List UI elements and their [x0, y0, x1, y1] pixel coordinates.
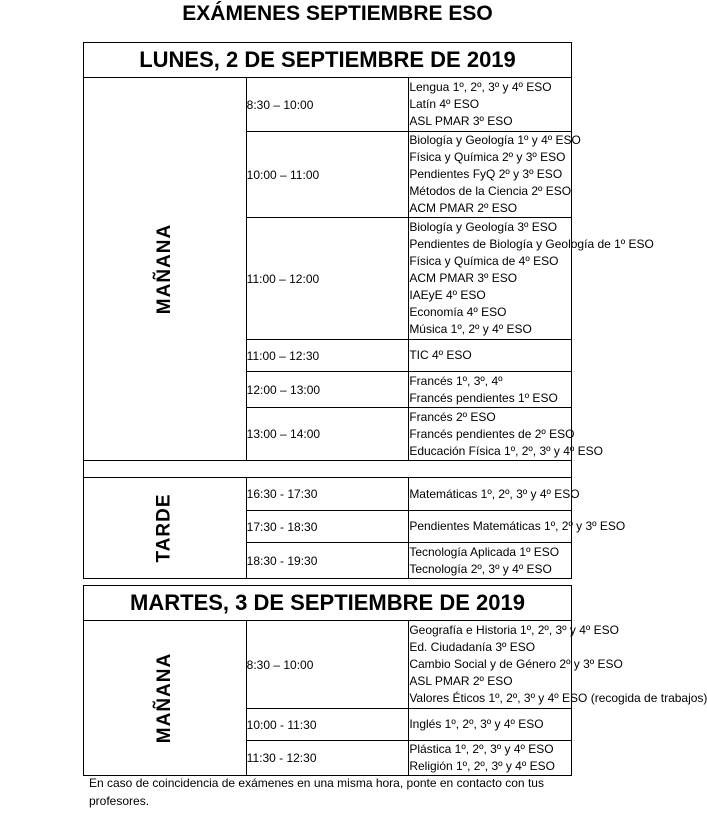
- subject-item: Música 1º, 2º y 4º ESO: [409, 322, 532, 336]
- subject-item: TIC 4º ESO: [409, 348, 472, 362]
- period-label-morning: MAÑANA: [84, 621, 247, 776]
- subject-item: Plástica 1º, 2º, 3º y 4º ESO: [409, 742, 554, 756]
- subject-item: Lengua 1º, 2º, 3º y 4º ESO: [409, 80, 552, 94]
- subject-list: [409, 543, 572, 579]
- time-slot: 12:00 – 13:00: [246, 372, 409, 408]
- table-row: [84, 78, 572, 132]
- time-slot: 16:30 - 17:30: [246, 478, 409, 511]
- subject-item: Cambio Social y de Género 2º y 3º ESO: [409, 657, 623, 671]
- subject-item: Francés 1º, 3º, 4º: [409, 373, 503, 388]
- time-slot: 11:00 – 12:30: [246, 340, 409, 372]
- period-label-morning: MAÑANA: [84, 78, 247, 461]
- day-heading-row: [84, 43, 572, 78]
- time-slot: 10:00 – 11:00: [246, 132, 409, 218]
- subject-list: [409, 709, 572, 741]
- subject-item: ASL PMAR 2º ESO: [409, 674, 513, 688]
- subject-item: Pendientes Matemáticas 1º, 2º y 3º ESO: [409, 519, 626, 533]
- subject-item: IAEyE 4º ESO: [409, 288, 486, 302]
- day-heading: MARTES, 3 DE SEPTIEMBRE DE 2019: [84, 586, 572, 621]
- subject-item: Biología y Geología 3º ESO: [409, 220, 558, 234]
- subject-list: [409, 78, 572, 132]
- day-heading: LUNES, 2 DE SEPTIEMBRE DE 2019: [84, 43, 572, 78]
- subject-item: ACM PMAR 2º ESO: [409, 201, 518, 215]
- subject-item: Tecnología Aplicada 1º ESO: [409, 544, 560, 559]
- time-slot: 13:00 – 14:00: [246, 408, 409, 461]
- spacer-cell: [84, 461, 572, 478]
- subject-item: Latín 4º ESO: [409, 97, 480, 111]
- subject-item: Ed. Ciudadanía 3º ESO: [409, 640, 536, 654]
- subject-item: Métodos de la Ciencia 2º ESO: [409, 184, 572, 198]
- subject-item: Geografía e Historia 1º, 2º, 3º y 4º ESO: [409, 623, 619, 637]
- subject-item: Biología y Geología 1º y 4º ESO: [409, 133, 581, 147]
- footnote: En caso de coincidencia de exámenes en una misma hora, ponte en contacto con tus profesores.: [89, 776, 544, 808]
- table-row: [84, 621, 572, 709]
- subject-list: [409, 218, 654, 340]
- subject-item: Matemáticas 1º, 2º, 3º y 4º ESO: [409, 486, 580, 501]
- time-slot: 10:00 - 11:30: [246, 709, 409, 741]
- subject-list: [409, 132, 581, 218]
- subject-item: Física y Química de 4º ESO: [409, 254, 559, 268]
- subject-list: [409, 478, 580, 511]
- time-slot: 8:30 – 10:00: [246, 78, 409, 132]
- subject-list: [409, 511, 626, 543]
- subject-item: Pendientes de Biología y Geología de 1º ESO: [409, 237, 654, 251]
- schedule-table-monday: [83, 42, 654, 579]
- subject-item: Francés 2º ESO: [409, 409, 496, 424]
- spacer-row: [84, 461, 572, 478]
- subject-item: Valores Éticos 1º, 2º, 3º y 4º ESO (recogida de trabajos): [409, 691, 707, 705]
- subject-item: Economía 4º ESO: [409, 305, 507, 319]
- subject-item: Francés pendientes 1º ESO: [409, 390, 558, 405]
- time-slot: 17:30 - 18:30: [246, 511, 409, 543]
- day-heading-row: [84, 586, 572, 621]
- period-label-afternoon: TARDE: [84, 478, 247, 579]
- subject-item: Educación Física 1º, 2º, 3º y 4º ESO: [409, 443, 603, 458]
- subject-item: Francés pendientes de 2º ESO: [409, 426, 575, 441]
- subject-item: Pendientes FyQ 2º y 3º ESO: [409, 167, 563, 181]
- subject-list: [409, 340, 572, 372]
- time-slot: 11:30 - 12:30: [246, 741, 409, 776]
- schedule-table-tuesday: [83, 585, 707, 776]
- subject-list: [409, 372, 572, 408]
- subject-item: Física y Química 2º y 3º ESO: [409, 150, 566, 164]
- subject-list: [409, 741, 572, 776]
- time-slot: 11:00 – 12:00: [246, 218, 409, 340]
- subject-item: ASL PMAR 3º ESO: [409, 114, 513, 128]
- time-slot: 8:30 – 10:00: [246, 621, 409, 709]
- table-row: [84, 478, 572, 511]
- subject-item: ACM PMAR 3º ESO: [409, 271, 518, 285]
- subject-list: [409, 408, 603, 461]
- subject-item: Religión 1º, 2º, 3º y 4º ESO: [409, 759, 555, 773]
- time-slot: 18:30 - 19:30: [246, 543, 409, 579]
- document-title: EXÁMENES SEPTIEMBRE ESO: [182, 2, 493, 25]
- subject-list: [409, 621, 707, 709]
- subject-item: Tecnología 2º, 3º y 4º ESO: [409, 561, 552, 576]
- subject-item: Inglés 1º, 2º, 3º y 4º ESO: [409, 717, 544, 731]
